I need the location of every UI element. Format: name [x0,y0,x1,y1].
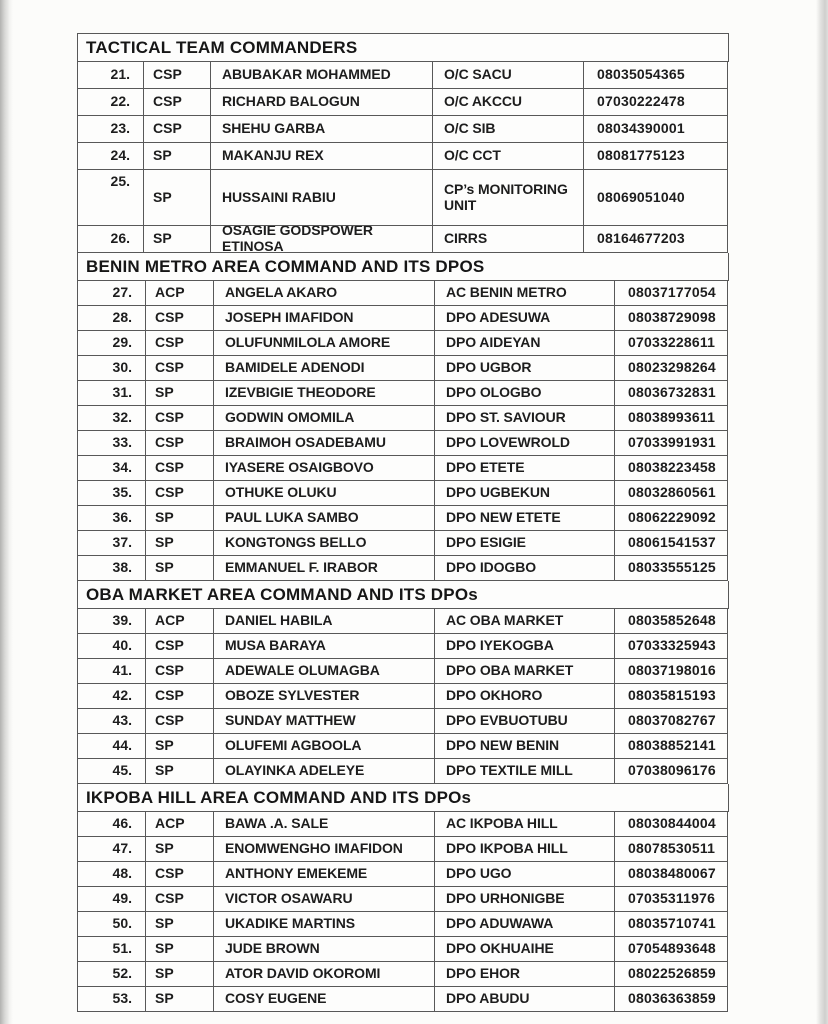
name-cell: ENOMWENGHO IMAFIDON [214,837,435,862]
serial-number-cell: 37. [78,531,146,556]
rank-cell: CSP [144,62,211,89]
table-row [78,962,729,987]
table-row [78,306,729,331]
position-cell: AC BENIN METRO [435,281,615,306]
phone-cell: 08037198016 [615,659,728,684]
rank-cell: CSP [146,634,214,659]
rank-cell: SP [146,912,214,937]
position-cell: DPO OLOGBO [435,381,615,406]
phone-cell: 08035852648 [615,609,728,634]
serial-number-cell: 43. [78,709,146,734]
position-cell: CP’s MONITORING UNIT [433,170,584,226]
name-cell: ANTHONY EMEKEME [214,862,435,887]
table-row [78,634,729,659]
serial-number-cell: 40. [78,634,146,659]
phone-cell: 08036363859 [615,987,728,1012]
table-row [78,837,729,862]
table-row [78,812,729,837]
table-section [78,581,729,784]
table-row [78,331,729,356]
phone-cell: 08062229092 [615,506,728,531]
rank-cell: CSP [146,684,214,709]
position-cell: DPO ADUWAWA [435,912,615,937]
name-cell: OSAGIE GODSPOWER ETINOSA [211,226,433,253]
serial-number-cell: 48. [78,862,146,887]
phone-cell: 08022526859 [615,962,728,987]
position-cell: DPO IKPOBA HILL [435,837,615,862]
position-cell: DPO ST. SAVIOUR [435,406,615,431]
position-cell: DPO NEW ETETE [435,506,615,531]
phone-cell: 08035815193 [615,684,728,709]
serial-number-cell: 29. [78,331,146,356]
name-cell: GODWIN OMOMILA [214,406,435,431]
table-section [78,34,729,253]
phone-cell: 08034390001 [584,116,728,143]
name-cell: PAUL LUKA SAMBO [214,506,435,531]
position-cell: DPO ABUDU [435,987,615,1012]
rank-cell: SP [146,531,214,556]
position-cell: AC IKPOBA HILL [435,812,615,837]
serial-number-cell: 47. [78,837,146,862]
position-cell: DPO UGO [435,862,615,887]
serial-number-cell: 42. [78,684,146,709]
rank-cell: CSP [146,862,214,887]
serial-number-cell: 41. [78,659,146,684]
name-cell: IYASERE OSAIGBOVO [214,456,435,481]
section-header: IKPOBA HILL AREA COMMAND AND ITS DPOs [78,784,729,812]
phone-cell: 08078530511 [615,837,728,862]
name-cell: BAWA .A. SALE [214,812,435,837]
name-cell: OLUFUNMILOLA AMORE [214,331,435,356]
position-cell: DPO LOVEWROLD [435,431,615,456]
table-row [78,531,729,556]
name-cell: VICTOR OSAWARU [214,887,435,912]
name-cell: OLUFEMI AGBOOLA [214,734,435,759]
phone-cell: 08081775123 [584,143,728,170]
rank-cell: CSP [146,456,214,481]
serial-number-cell: 31. [78,381,146,406]
name-cell: JOSEPH IMAFIDON [214,306,435,331]
phone-cell: 07033228611 [615,331,728,356]
rank-cell: SP [144,143,211,170]
serial-number-cell: 24. [78,143,144,170]
table-row [78,89,729,116]
rank-cell: SP [146,556,214,581]
position-cell: DPO IYEKOGBA [435,634,615,659]
phone-cell: 08033555125 [615,556,728,581]
phone-cell: 08038993611 [615,406,728,431]
name-cell: MAKANJU REX [211,143,433,170]
table-row [78,556,729,581]
phone-cell: 07054893648 [615,937,728,962]
name-cell: ANGELA AKARO [214,281,435,306]
phone-cell: 08023298264 [615,356,728,381]
name-cell: COSY EUGENE [214,987,435,1012]
name-cell: KONGTONGS BELLO [214,531,435,556]
phone-cell: 08038480067 [615,862,728,887]
table-row [78,987,729,1012]
serial-number-cell: 34. [78,456,146,481]
rank-cell: SP [146,381,214,406]
phone-cell: 07033991931 [615,431,728,456]
serial-number-cell: 50. [78,912,146,937]
rank-cell: SP [146,837,214,862]
rank-cell: SP [146,937,214,962]
table-row [78,356,729,381]
table-row [78,431,729,456]
serial-number-cell: 45. [78,759,146,784]
name-cell: OBOZE SYLVESTER [214,684,435,709]
position-cell: DPO ADESUWA [435,306,615,331]
name-cell: IZEVBIGIE THEODORE [214,381,435,406]
name-cell: BRAIMOH OSADEBAMU [214,431,435,456]
rank-cell: SP [146,506,214,531]
table-row [78,281,729,306]
name-cell: UKADIKE MARTINS [214,912,435,937]
serial-number-cell: 35. [78,481,146,506]
position-cell: DPO TEXTILE MILL [435,759,615,784]
rank-cell: SP [146,987,214,1012]
table-row [78,381,729,406]
rank-cell: SP [146,734,214,759]
phone-cell: 08164677203 [584,226,728,253]
position-cell: DPO UGBOR [435,356,615,381]
name-cell: ABUBAKAR MOHAMMED [211,62,433,89]
position-cell: DPO EHOR [435,962,615,987]
position-cell: O/C SACU [433,62,584,89]
name-cell: OLAYINKA ADELEYE [214,759,435,784]
position-cell: DPO IDOGBO [435,556,615,581]
name-cell: OTHUKE OLUKU [214,481,435,506]
position-cell: O/C CCT [433,143,584,170]
phone-cell: 08069051040 [584,170,728,226]
table-row [78,759,729,784]
table-row [78,143,729,170]
phone-cell: 08032860561 [615,481,728,506]
table-row [78,481,729,506]
phone-cell: 08038729098 [615,306,728,331]
position-cell: O/C AKCCU [433,89,584,116]
table-section [78,253,729,581]
serial-number-cell: 38. [78,556,146,581]
table-section [78,784,729,1012]
serial-number-cell: 26. [78,226,144,253]
rank-cell: CSP [144,116,211,143]
phone-cell: 08038852141 [615,734,728,759]
position-cell: DPO AIDEYAN [435,331,615,356]
commanders-table [77,33,729,1012]
serial-number-cell: 51. [78,937,146,962]
position-cell: DPO OBA MARKET [435,659,615,684]
table-row [78,887,729,912]
serial-number-cell: 32. [78,406,146,431]
table-row [78,456,729,481]
table-row [78,506,729,531]
rank-cell: ACP [146,609,214,634]
serial-number-cell: 39. [78,609,146,634]
rank-cell: ACP [146,812,214,837]
serial-number-cell: 30. [78,356,146,381]
rank-cell: SP [144,226,211,253]
serial-number-cell: 46. [78,812,146,837]
name-cell: SHEHU GARBA [211,116,433,143]
name-cell: ADEWALE OLUMAGBA [214,659,435,684]
position-cell: AC OBA MARKET [435,609,615,634]
table-row [78,116,729,143]
name-cell: DANIEL HABILA [214,609,435,634]
serial-number-cell: 36. [78,506,146,531]
position-cell: DPO URHONIGBE [435,887,615,912]
table-row [78,912,729,937]
name-cell: RICHARD BALOGUN [211,89,433,116]
name-cell: MUSA BARAYA [214,634,435,659]
rank-cell: CSP [146,431,214,456]
table-row [78,659,729,684]
phone-cell: 08037177054 [615,281,728,306]
serial-number-cell: 25. [78,170,144,226]
serial-number-cell: 33. [78,431,146,456]
rank-cell: SP [144,170,211,226]
rank-cell: SP [146,759,214,784]
position-cell: DPO UGBEKUN [435,481,615,506]
phone-cell: 08037082767 [615,709,728,734]
rank-cell: CSP [146,659,214,684]
name-cell: BAMIDELE ADENODI [214,356,435,381]
serial-number-cell: 53. [78,987,146,1012]
phone-cell: 08061541537 [615,531,728,556]
name-cell: EMMANUEL F. IRABOR [214,556,435,581]
serial-number-cell: 28. [78,306,146,331]
position-cell: O/C SIB [433,116,584,143]
name-cell: ATOR DAVID OKOROMI [214,962,435,987]
table-row [78,862,729,887]
section-header: BENIN METRO AREA COMMAND AND ITS DPOS [78,253,729,281]
rank-cell: CSP [146,887,214,912]
table-row [78,937,729,962]
rank-cell: CSP [146,481,214,506]
phone-cell: 08035710741 [615,912,728,937]
page-right-edge-shadow [816,0,828,1024]
position-cell: DPO NEW BENIN [435,734,615,759]
rank-cell: CSP [146,406,214,431]
page-left-edge-shadow [0,0,13,1024]
position-cell: CIRRS [433,226,584,253]
phone-cell: 07038096176 [615,759,728,784]
serial-number-cell: 27. [78,281,146,306]
serial-number-cell: 52. [78,962,146,987]
serial-number-cell: 49. [78,887,146,912]
rank-cell: CSP [146,356,214,381]
section-header: OBA MARKET AREA COMMAND AND ITS DPOs [78,581,729,609]
section-header: TACTICAL TEAM COMMANDERS [78,34,729,62]
table-row [78,684,729,709]
phone-cell: 08038223458 [615,456,728,481]
position-cell: DPO ESIGIE [435,531,615,556]
serial-number-cell: 22. [78,89,144,116]
table-row [78,609,729,634]
table-row [78,406,729,431]
rank-cell: CSP [144,89,211,116]
phone-cell: 07035311976 [615,887,728,912]
position-cell: DPO OKHUAIHE [435,937,615,962]
table-row [78,734,729,759]
rank-cell: CSP [146,306,214,331]
position-cell: DPO EVBUOTUBU [435,709,615,734]
table-row [78,170,729,226]
phone-cell: 07033325943 [615,634,728,659]
serial-number-cell: 23. [78,116,144,143]
name-cell: HUSSAINI RABIU [211,170,433,226]
rank-cell: CSP [146,331,214,356]
phone-cell: 07030222478 [584,89,728,116]
rank-cell: CSP [146,709,214,734]
phone-cell: 08030844004 [615,812,728,837]
table-row [78,709,729,734]
phone-cell: 08036732831 [615,381,728,406]
rank-cell: ACP [146,281,214,306]
serial-number-cell: 44. [78,734,146,759]
table-row [78,226,729,253]
table-row [78,62,729,89]
rank-cell: SP [146,962,214,987]
phone-cell: 08035054365 [584,62,728,89]
position-cell: DPO ETETE [435,456,615,481]
name-cell: SUNDAY MATTHEW [214,709,435,734]
name-cell: JUDE BROWN [214,937,435,962]
position-cell: DPO OKHORO [435,684,615,709]
serial-number-cell: 21. [78,62,144,89]
